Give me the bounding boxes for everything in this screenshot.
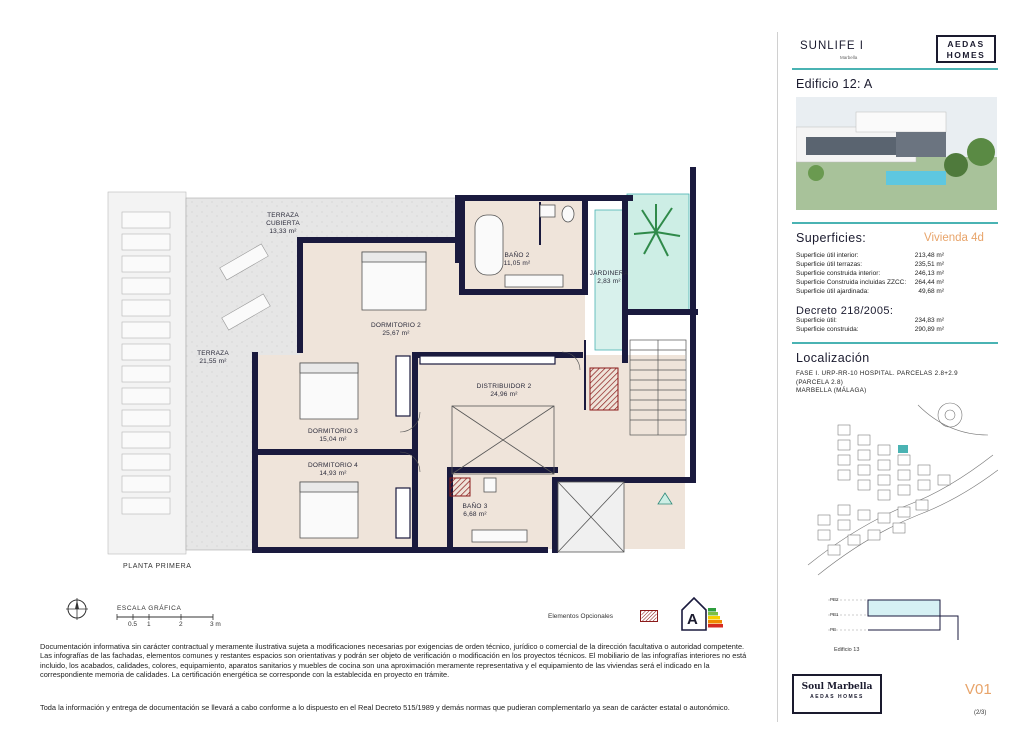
surface-label: Superficie útil ajardinada:	[796, 288, 869, 295]
room-area: 2,83 m²	[597, 278, 621, 285]
accent-rule	[792, 342, 998, 344]
accent-rule	[792, 222, 998, 224]
level-label: PB	[830, 627, 837, 632]
soul-marbella-logo	[792, 674, 882, 714]
plan-caption: PLANTA PRIMERA	[123, 563, 192, 570]
surface-row	[796, 251, 944, 260]
scale-tick: 3 m	[210, 621, 221, 628]
energy-class: A	[687, 611, 698, 628]
energy-rating	[680, 596, 724, 632]
superficies-title: Superficies:	[796, 231, 867, 245]
room-label	[492, 252, 542, 268]
room-label	[450, 503, 500, 519]
site-map-image	[798, 395, 998, 585]
decreto-value: 234,83 m²	[914, 317, 944, 324]
room-name: DORMITORIO 3	[308, 428, 358, 435]
scale-tick: 2	[179, 621, 183, 628]
room-area: 11,05 m²	[503, 260, 531, 267]
room-label	[188, 350, 238, 366]
decreto-row	[796, 325, 944, 334]
decreto-value: 290,89 m²	[914, 326, 944, 333]
project-subtitle: Marbella	[840, 55, 858, 60]
room-name: DORMITORIO 4	[308, 462, 358, 469]
logo-line: Soul Marbella	[801, 682, 873, 692]
room-area: 14,93 m²	[319, 470, 347, 477]
room-area: 25,67 m²	[382, 330, 410, 337]
surface-value: 264,44 m²	[914, 279, 944, 286]
decreto-label: Superficie construida:	[796, 326, 859, 333]
room-label	[248, 212, 318, 236]
location-line: FASE I. URP-RR-10 HOSPITAL. PARCELAS 2.8+2.9	[796, 370, 958, 377]
surface-value: 49,68 m²	[918, 288, 944, 295]
vivienda-label: Vivienda 4d	[924, 232, 984, 244]
room-name: TERRAZA CUBIERTA	[266, 212, 300, 227]
section-diagram	[828, 592, 968, 640]
version-label: V01	[965, 681, 992, 698]
surface-label: Superficie útil terrazas:	[796, 261, 863, 268]
scale-tick: 0.5	[128, 621, 138, 628]
project-title: SUNLIFE I	[800, 40, 864, 52]
room-name: TERRAZA	[197, 350, 229, 357]
room-label	[293, 462, 373, 478]
room-label	[464, 383, 544, 399]
building-render-image	[796, 97, 997, 210]
level-label: PB1	[830, 612, 839, 617]
surface-value: 235,51 m²	[914, 261, 944, 268]
room-label	[356, 322, 436, 338]
room-name: BAÑO 3	[462, 503, 488, 510]
level-label: PB2	[830, 597, 839, 602]
room-name: DORMITORIO 2	[371, 322, 421, 329]
building-id: Edificio 12: A	[796, 77, 873, 91]
legend-optional-label: Elementos Opcionales	[548, 613, 614, 620]
room-label	[293, 428, 373, 444]
logo-line: AEDAS	[947, 39, 985, 49]
surface-value: 213,48 m²	[914, 252, 944, 259]
room-area: 21,55 m²	[199, 358, 227, 365]
surface-row	[796, 269, 944, 278]
location-line: MARBELLA (MÁLAGA)	[796, 387, 867, 395]
logo-line: AEDAS HOMES	[810, 694, 864, 700]
aedas-logo	[936, 35, 996, 63]
surface-row	[796, 278, 944, 287]
logo-line: HOMES	[946, 50, 986, 60]
room-name: DISTRIBUIDOR 2	[476, 383, 532, 390]
location-line: (PARCELA 2.8)	[796, 378, 844, 386]
decreto-title: Decreto 218/2005:	[796, 305, 894, 317]
room-area: 15,04 m²	[319, 436, 347, 443]
decreto-row	[796, 316, 944, 325]
disclaimer-paragraph: Documentación informativa sin carácter contractual y meramente ilustrativa sujeta a modificaciones necesarias por exigencias de orden técnico, jurídico o comercial de la dirección facultativa o autoridad competente. Las infografías de las fachadas, elementos comunes y restantes espacios son orientativas y podrán ser objeto de verificación o modificación en los proyectos técnicos. El mobiliario de las infografías interiores no está incluido, los acabados, calidades, colores, equipamiento, aparatos sanitarios y muebles de cocina son una aproximación meramente representativa y el equipamiento de las viviendas será el indicado en la correspondiente memoria de calidades. La certificación energética se corresponde con la establecida en proyecto en trámite.	[40, 642, 747, 680]
room-area: 24,96 m²	[490, 391, 518, 398]
room-area: 6,68 m²	[463, 511, 487, 518]
room-area: 13,33 m²	[269, 228, 297, 235]
decreto-label: Superficie útil:	[796, 317, 837, 324]
scale-title: ESCALA GRÁFICA	[117, 605, 182, 612]
floor-plan	[100, 160, 710, 560]
location-address	[796, 370, 996, 396]
optional-hatch-swatch	[640, 610, 658, 622]
panel-divider	[777, 32, 778, 722]
surface-value: 246,13 m²	[914, 270, 944, 277]
optional-element	[590, 368, 618, 410]
surface-label: Superficie Construida incluidas ZZCC:	[796, 279, 907, 286]
optional-element	[450, 478, 470, 496]
planter	[627, 194, 689, 312]
north-compass-icon	[66, 598, 88, 620]
surface-label: Superficie útil interior:	[796, 252, 859, 259]
disclaimer-paragraph: Toda la información y entrega de documentación se llevará a cabo conforme a lo dispuesto en el Real Decreto 515/1989 y demás normas que pudieran complementarlo ya sean de carácter estatal o autonómico.	[40, 703, 730, 712]
section-caption: Edificio 13	[834, 647, 860, 653]
room-label	[584, 270, 634, 286]
surface-row	[796, 260, 944, 269]
surface-row	[796, 287, 944, 296]
accent-rule	[792, 68, 998, 70]
scale-tick: 1	[147, 621, 151, 628]
surface-label: Superficie construida interior:	[796, 270, 881, 277]
room-name: BAÑO 2	[504, 252, 530, 259]
site-highlight	[898, 445, 908, 453]
room-name: JARDINERA	[589, 270, 629, 277]
localizacion-title: Localización	[796, 351, 870, 365]
page-number: (2/3)	[974, 710, 987, 716]
